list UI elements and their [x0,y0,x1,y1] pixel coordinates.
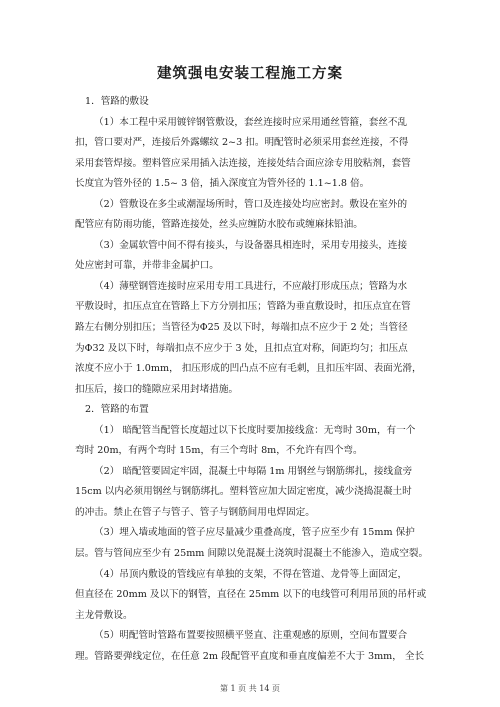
section-heading: 1．管路的敷设 [85,96,149,107]
paragraph-line: 扣压后，接口的缝隙应采用封堵措施。 [75,383,239,395]
paragraph-line: （2）管敷设在多尘或潮湿场所时，管口及连接处均应密封。敷设在室外的 [94,198,408,210]
paragraph-line: 15cm 以内必须用钢丝与钢筋绑扎。塑料管应加大固定密度，减少浇捣混凝土时 [75,486,412,498]
paragraph-line: 但直径在 20mm 及以下的钢管，直径在 25mm 以下的电线管可利用吊顶的吊杆或 [75,589,427,601]
paragraph-line: （4）薄壁钢管连接时应采用专用工具进行，不应敲打形成压点；管路为水 [94,280,408,292]
paragraph-line: 采用套管焊接。塑料管应采用插入法连接，连接处结合面应涂专用胶粘剂，套管 [75,157,411,169]
paragraph-line: 理。管路要弹线定位，在任意 2m 段配管平直度和垂直度偏差不大于 3mm， 全长 [75,650,425,662]
page-footer: 第 1 页 共 14 页 [220,684,280,693]
paragraph-line: 为Φ32 及以下时，每端扣点不应少于 3 处，且扣点宜对称，间距均匀；扣压点 [75,342,408,354]
paragraph-line: 路左右侧分别扣压；当管径为Φ25 及以下时，每端扣点不应少于 2 处；当管径 [75,322,408,334]
paragraph-line: 扣，管口要对严，连接后外露螺纹 2~3 扣。明配管时必须采用套丝连接，不得 [75,137,409,149]
paragraph-line: 浓度不应小于 1.0mm， 扣压形成的凹凸点不应有毛刺，且扣压牢固、表面光滑， [75,363,422,375]
paragraph-line: （3）金属软管中间不得有接头，与设备器具相连时，采用专用接头，连接 [94,239,408,251]
paragraph-line: （4）吊顶内敷设的管线应有单独的支架，不得在管道、龙骨等上面固定， [94,568,408,580]
paragraph-line: （5）明配管时管路布置要按照横平竖直、注重观感的原则，空间布置要合 [94,630,408,642]
paragraph-line: 主龙骨敷设。 [75,609,133,621]
paragraph-line: 层。管与管间应至少有 25mm 间隙以免混凝土浇筑时混凝土不能渗入，造成空裂。 [75,548,429,560]
paragraph-line: 处应密封可靠，并带非金属护口。 [75,260,219,272]
paragraph-line: 的冲击。禁止在管子与管子、管子与钢筋间用电焊固定。 [75,506,315,518]
paragraph-line: （1）本工程中采用镀锌钢管敷设，套丝连接时应采用通丝管箍，套丝不乱 [94,116,408,128]
paragraph-line: 配管应有防雨功能，管路连接处，丝头应缠防水胶布或缠麻抹铅油。 [75,219,363,231]
paragraph-line: 弯时 20m，有两个弯时 15m，有三个弯时 8m，不允许有四个弯。 [75,445,363,457]
section-heading: 2．管路的布置 [85,404,149,416]
paragraph-line: （3）埋入墙或地面的管子应尽量减少重叠高度，管子应至少有 15mm 保护 [94,527,415,539]
paragraph-line: （2） 暗配管要固定牢固，混凝土中每隔 1m 用钢丝与钢筋绑扎，接线盒旁 [94,465,413,477]
paragraph-line: （1） 暗配管当配管长度超过以下长度时要加接线盒：无弯时 30m，有一个 [94,424,416,436]
paragraph-line: 平敷设时，扣压点宜在管路上下方分别扣压；管路为垂直敷设时，扣压点宜在管 [75,301,411,313]
paragraph-line: 长度宜为管外径的 1.5~ 3 倍，插入深度宜为管外径的 1.1~1.8 倍。 [75,178,370,190]
document-title: 建筑强电安装工程施工方案 [157,66,343,82]
document-body [75,92,431,667]
